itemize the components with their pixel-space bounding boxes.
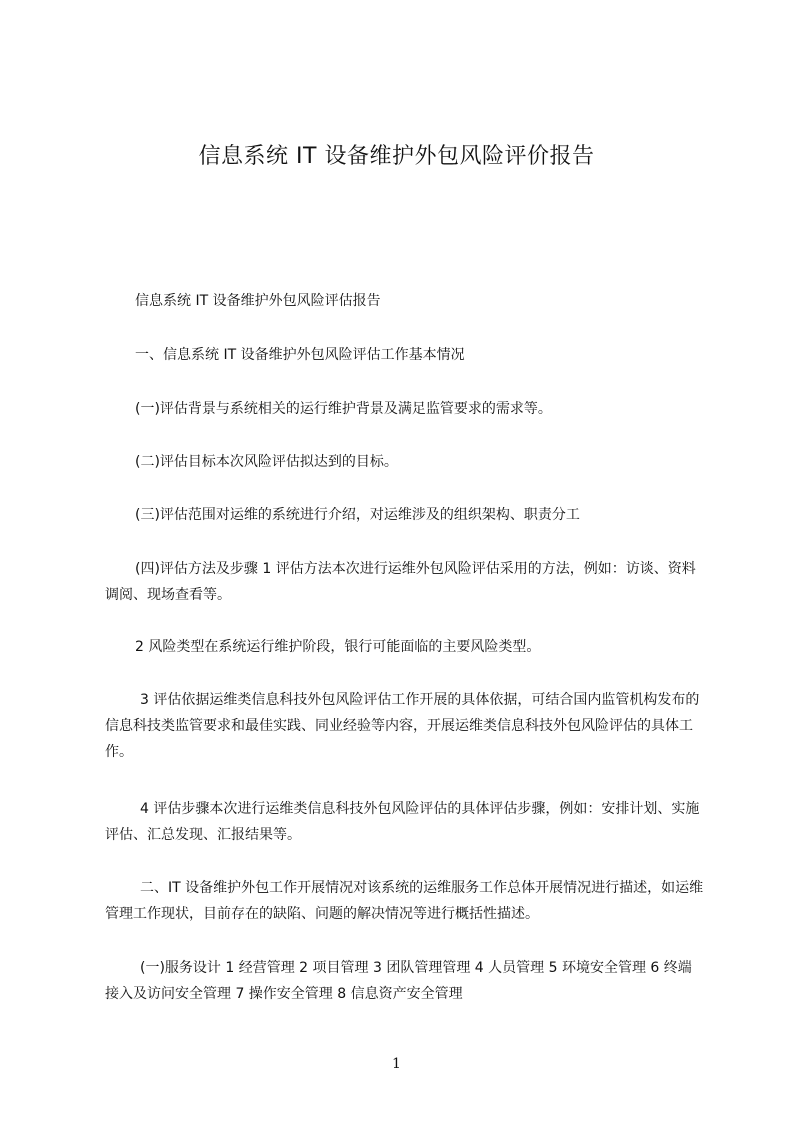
paragraph-steps: 4 评估步骤本次进行运维类信息科技外包风险评估的具体评估步骤，例如：安排计划、实施评估、汇总发现、汇报结果等。 [105,801,700,843]
paragraph-method: (四)评估方法及步骤 1 评估方法本次进行运维外包风险评估采用的方法，例如：访谈、资料调阅、现场查看等。 [105,561,696,603]
paragraph-basis: 3 评估依据运维类信息科技外包风险评估工作开展的具体依据，可结合国内监管机构发布的信息科技类监管要求和最佳实践、同业经验等内容，开展运维类信息科技外包风险评估的具体工作。 [105,692,700,760]
paragraph-background: (一)评估背景与系统相关的运行维护背景及满足监管要求的需求等。 [135,401,552,417]
section-heading-1: 一、信息系统 IT 设备维护外包风险评估工作基本情况 [135,347,465,363]
section-heading-2: 二、IT 设备维护外包工作开展情况对该系统的运维服务工作总体开展情况进行描述，如运维管理工作现状，目前存在的缺陷、问题的解决情况等进行概括性描述。 [105,880,704,922]
paragraph-risk-types: 2 风险类型在系统运行维护阶段，银行可能面临的主要风险类型。 [135,639,541,655]
document-title: 信息系统 IT 设备维护外包风险评价报告 [198,144,595,169]
paragraph-scope: (三)评估范围对运维的系统进行介绍，对运维涉及的组织架构、职责分工 [135,507,580,523]
paragraph-service-design: (一)服务设计 1 经营管理 2 项目管理 3 团队管理管理 4 人员管理 5 环境安全管理 6 终端接入及访问安全管理 7 操作安全管理 8 信息资产安全管理 [105,960,692,1002]
report-subtitle: 信息系统 IT 设备维护外包风险评估报告 [135,293,381,309]
paragraph-objective: (二)评估目标本次风险评估拟达到的目标。 [135,454,398,470]
page-number: 1 [392,1056,401,1072]
